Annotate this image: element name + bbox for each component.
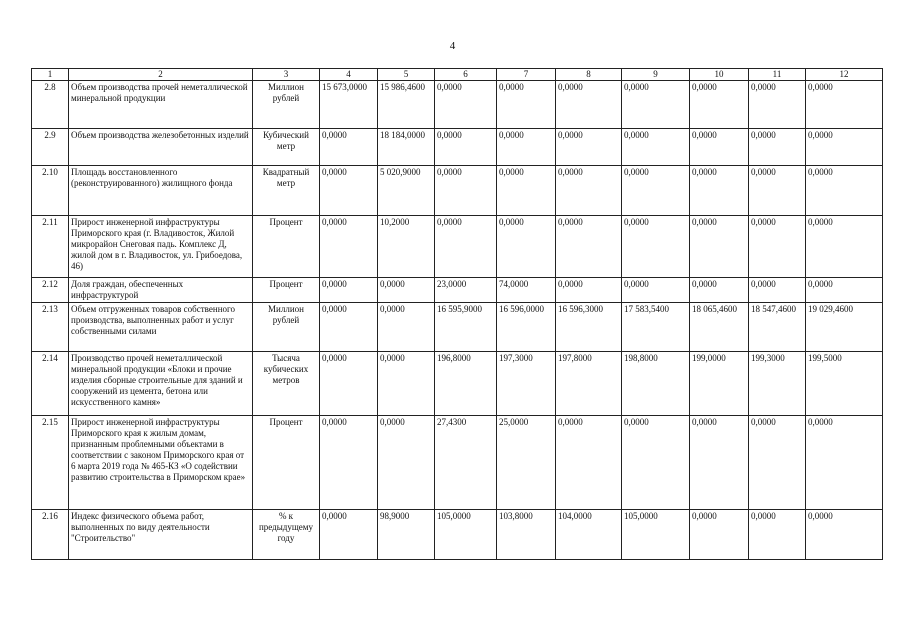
value-cell: 0,0000 (435, 129, 497, 166)
value-cell: 0,0000 (497, 166, 556, 216)
row-number: 2.10 (32, 166, 69, 216)
value-cell: 0,0000 (690, 216, 749, 278)
indicator-name: Площадь восстановленного (реконструированного) жилищного фонда (69, 166, 253, 216)
column-header: 6 (435, 69, 497, 81)
value-cell: 103,8000 (497, 510, 556, 560)
value-cell: 18 065,4600 (690, 303, 749, 352)
value-cell: 0,0000 (622, 416, 690, 510)
value-cell: 0,0000 (690, 510, 749, 560)
table-row (32, 278, 883, 303)
value-cell: 0,0000 (320, 510, 378, 560)
indicator-name: Производство прочей неметаллической минеральной продукции «Блоки и прочие изделия сборные строительные для зданий и сооружений из цемента, бетона или искусственного камня» (69, 352, 253, 416)
value-cell: 0,0000 (556, 278, 622, 303)
value-cell: 15 986,4600 (378, 81, 435, 129)
value-cell: 0,0000 (497, 216, 556, 278)
value-cell: 0,0000 (497, 81, 556, 129)
value-cell: 0,0000 (378, 352, 435, 416)
value-cell: 18 547,4600 (749, 303, 806, 352)
unit-of-measure: % к предыдущему году (253, 510, 320, 560)
indicator-name: Прирост инженерной инфраструктуры Приморского края (г. Владивосток, Жилой микрорайон Снеговая падь. Комплекс Д, жилой дом в г. Владивосток, ул. Грибоедова, 46) (69, 216, 253, 278)
table-row (32, 216, 883, 278)
value-cell: 0,0000 (806, 166, 883, 216)
value-cell: 0,0000 (690, 81, 749, 129)
value-cell: 0,0000 (690, 129, 749, 166)
value-cell: 15 673,0000 (320, 81, 378, 129)
indicator-name: Прирост инженерной инфраструктуры Приморского края к жилым домам, признанным проблемными объектами в соответствии с законом Приморского края от 6 марта 2019 года № 465-КЗ «О содействии развитию строительства в Приморском крае» (69, 416, 253, 510)
indicators-table (31, 68, 883, 560)
column-header: 12 (806, 69, 883, 81)
indicator-name: Объем производства прочей неметаллической минеральной продукции (69, 81, 253, 129)
unit-of-measure: Квадратный метр (253, 166, 320, 216)
value-cell: 0,0000 (690, 416, 749, 510)
column-header: 5 (378, 69, 435, 81)
value-cell: 0,0000 (556, 129, 622, 166)
unit-of-measure: Процент (253, 416, 320, 510)
column-header: 4 (320, 69, 378, 81)
column-header: 11 (749, 69, 806, 81)
table-row (32, 416, 883, 510)
table-row (32, 166, 883, 216)
value-cell: 196,8000 (435, 352, 497, 416)
value-cell: 0,0000 (749, 129, 806, 166)
value-cell: 0,0000 (320, 216, 378, 278)
value-cell: 0,0000 (806, 278, 883, 303)
row-number: 2.12 (32, 278, 69, 303)
value-cell: 17 583,5400 (622, 303, 690, 352)
column-header: 9 (622, 69, 690, 81)
unit-of-measure: Миллион рублей (253, 303, 320, 352)
unit-of-measure: Кубический метр (253, 129, 320, 166)
value-cell: 0,0000 (556, 81, 622, 129)
value-cell: 25,0000 (497, 416, 556, 510)
value-cell: 10,2000 (378, 216, 435, 278)
header-row (32, 69, 883, 81)
value-cell: 0,0000 (749, 416, 806, 510)
value-cell: 104,0000 (556, 510, 622, 560)
indicator-name: Индекс физического объема работ, выполненных по виду деятельности "Строительство" (69, 510, 253, 560)
value-cell: 0,0000 (622, 166, 690, 216)
value-cell: 0,0000 (556, 166, 622, 216)
value-cell: 16 596,0000 (497, 303, 556, 352)
row-number: 2.8 (32, 81, 69, 129)
value-cell: 0,0000 (806, 81, 883, 129)
unit-of-measure: Миллион рублей (253, 81, 320, 129)
value-cell: 199,0000 (690, 352, 749, 416)
value-cell: 98,9000 (378, 510, 435, 560)
column-header: 2 (69, 69, 253, 81)
row-number: 2.16 (32, 510, 69, 560)
value-cell: 198,8000 (622, 352, 690, 416)
value-cell: 0,0000 (622, 81, 690, 129)
indicator-name: Доля граждан, обеспеченных инфраструктурой (69, 278, 253, 303)
column-header: 3 (253, 69, 320, 81)
value-cell: 199,3000 (749, 352, 806, 416)
value-cell: 0,0000 (556, 216, 622, 278)
value-cell: 0,0000 (749, 166, 806, 216)
value-cell: 0,0000 (806, 510, 883, 560)
value-cell: 0,0000 (806, 216, 883, 278)
value-cell: 105,0000 (435, 510, 497, 560)
value-cell: 74,0000 (497, 278, 556, 303)
value-cell: 0,0000 (690, 166, 749, 216)
value-cell: 16 595,9000 (435, 303, 497, 352)
value-cell: 16 596,3000 (556, 303, 622, 352)
value-cell: 0,0000 (435, 166, 497, 216)
value-cell: 199,5000 (806, 352, 883, 416)
table-row (32, 303, 883, 352)
value-cell: 5 020,9000 (378, 166, 435, 216)
row-number: 2.11 (32, 216, 69, 278)
value-cell: 0,0000 (378, 416, 435, 510)
table-body (32, 69, 883, 560)
value-cell: 0,0000 (749, 216, 806, 278)
value-cell: 0,0000 (497, 129, 556, 166)
row-number: 2.13 (32, 303, 69, 352)
value-cell: 0,0000 (622, 216, 690, 278)
value-cell: 0,0000 (690, 278, 749, 303)
value-cell: 0,0000 (320, 352, 378, 416)
unit-of-measure: Процент (253, 278, 320, 303)
column-header: 1 (32, 69, 69, 81)
value-cell: 197,3000 (497, 352, 556, 416)
value-cell: 0,0000 (435, 216, 497, 278)
table-row (32, 129, 883, 166)
page-number: 4 (449, 40, 456, 52)
indicator-name: Объем производства железобетонных изделий (69, 129, 253, 166)
value-cell: 0,0000 (320, 303, 378, 352)
value-cell: 0,0000 (320, 278, 378, 303)
unit-of-measure: Тысяча кубических метров (253, 352, 320, 416)
indicator-name: Объем отгруженных товаров собственного производства, выполненных работ и услуг собственными силами (69, 303, 253, 352)
value-cell: 0,0000 (320, 416, 378, 510)
column-header: 7 (497, 69, 556, 81)
value-cell: 0,0000 (806, 129, 883, 166)
row-number: 2.14 (32, 352, 69, 416)
value-cell: 0,0000 (806, 416, 883, 510)
value-cell: 197,8000 (556, 352, 622, 416)
value-cell: 19 029,4600 (806, 303, 883, 352)
value-cell: 0,0000 (556, 416, 622, 510)
value-cell: 0,0000 (320, 129, 378, 166)
value-cell: 23,0000 (435, 278, 497, 303)
value-cell: 0,0000 (749, 81, 806, 129)
unit-of-measure: Процент (253, 216, 320, 278)
value-cell: 0,0000 (378, 278, 435, 303)
value-cell: 0,0000 (749, 278, 806, 303)
table-row (32, 81, 883, 129)
value-cell: 0,0000 (622, 278, 690, 303)
value-cell: 105,0000 (622, 510, 690, 560)
value-cell: 27,4300 (435, 416, 497, 510)
table-row (32, 510, 883, 560)
row-number: 2.15 (32, 416, 69, 510)
value-cell: 0,0000 (378, 303, 435, 352)
value-cell: 0,0000 (622, 129, 690, 166)
column-header: 8 (556, 69, 622, 81)
row-number: 2.9 (32, 129, 69, 166)
table-row (32, 352, 883, 416)
value-cell: 18 184,0000 (378, 129, 435, 166)
value-cell: 0,0000 (320, 166, 378, 216)
column-header: 10 (690, 69, 749, 81)
value-cell: 0,0000 (749, 510, 806, 560)
value-cell: 0,0000 (435, 81, 497, 129)
